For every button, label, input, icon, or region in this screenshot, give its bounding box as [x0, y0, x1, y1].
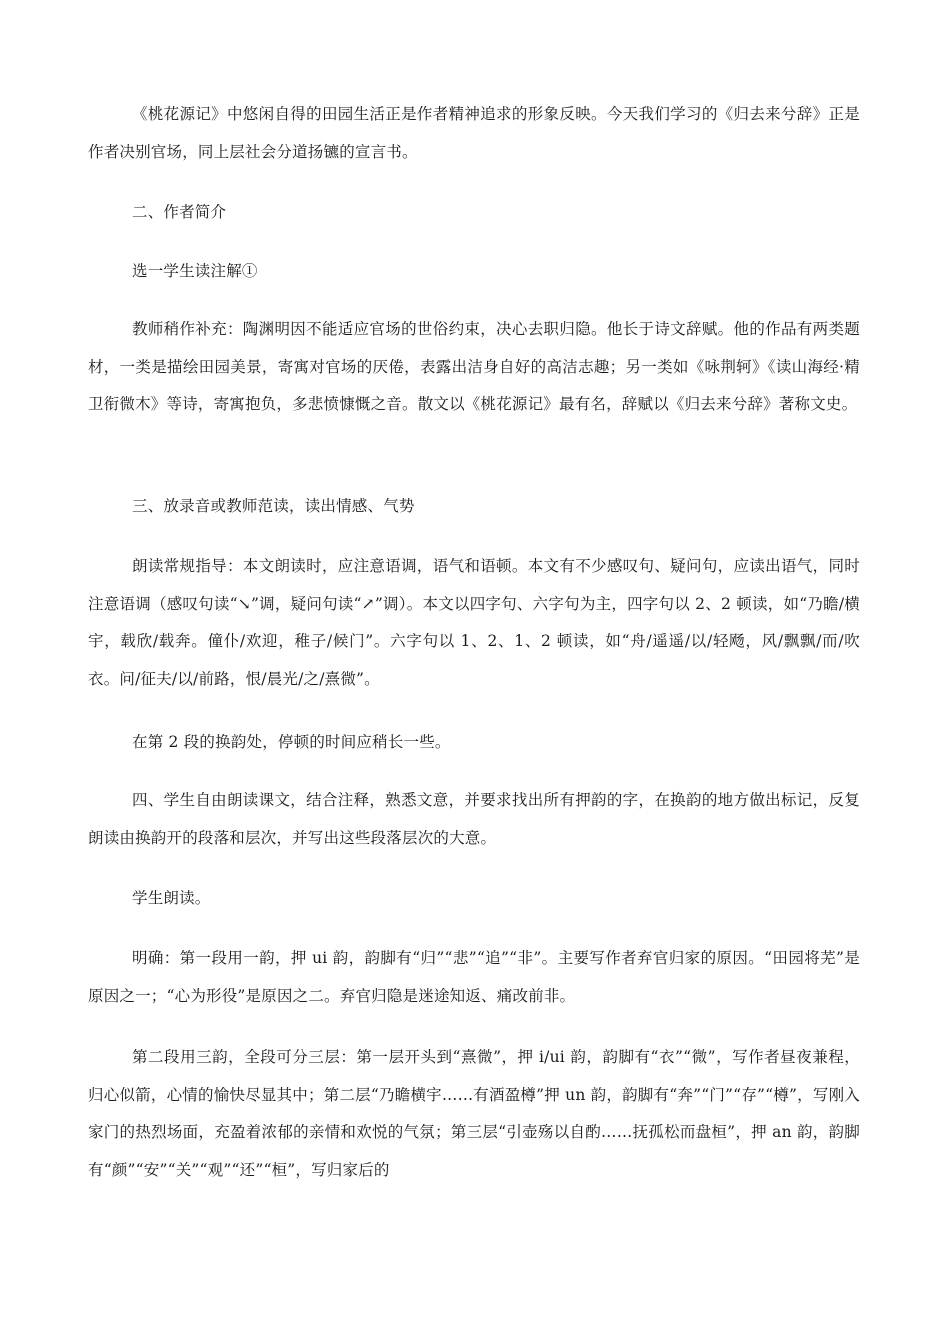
- heading-reading: 三、放录音或教师范读，读出情感、气势: [132, 497, 415, 515]
- paragraph-students-read: 学生朗读。: [132, 889, 211, 907]
- paragraph-answer-2: 第二段用三韵，全段可分三层：第一层开头到“熹微”，押 i/ui 韵，韵脚有“衣”“微”，写作者昼夜兼程，归心似箭，心情的愉快尽显其中；第二层“乃瞻横宇……有酒盈樽”押 un 韵，韵脚有“奔”“门”“存”“樽”，写刚入家门的热烈场面，充盈着浓郁的亲情和欢悦的气氛；第三层“引壶殇以自酌……抚孤松而盘桓”，押 an 韵，韵脚有“颜”“安”“关”“观”“还”“桓”，写归家后的: [88, 1048, 860, 1179]
- paragraph-answer-1: 明确：第一段用一韵，押 ui 韵，韵脚有“归”“悲”“追”“非”。主要写作者弃官归家的原因。“田园将芜”是原因之一；“心为形役”是原因之二。弃官归隐是迷途知返、痛改前非。: [88, 949, 860, 1005]
- paragraph-intro: 《桃花源记》中悠闲自得的田园生活正是作者精神追求的形象反映。今天我们学习的《归去来兮辞》正是作者决别官场，同上层社会分道扬镳的宣言书。: [88, 105, 860, 161]
- paragraph-teacher-note: 教师稍作补充：陶渊明因不能适应官场的世俗约束，决心去职归隐。他长于诗文辞赋。他的作品有两类题材，一类是描绘田园美景，寄寓对官场的厌倦，表露出洁身自好的高洁志趣；另一类如《咏荆轲》《读山海经·精卫衔微木》等诗，寄寓抱负，多悲愤慷慨之音。散文以《桃花源记》最有名，辞赋以《归去来兮辞》著称文史。: [88, 320, 860, 413]
- paragraph-reading-guide: 朗读常规指导：本文朗读时，应注意语调，语气和语顿。本文有不少感叹句、疑问句，应读出语气，同时注意语调（感叹句读“↘”调，疑问句读“↗”调）。本文以四字句、六字句为主，四字句以 2、2 顿读，如“乃瞻/横宇，载欣/载奔。僮仆/欢迎，稚子/候门”。六字句以 1、2、1、2 顿读，如“舟/遥遥/以/轻飏，风/飘飘/而/吹衣。问/征夫/以/前路，恨/晨光/之/熹微”。: [88, 557, 860, 688]
- heading-free-reading: 四、学生自由朗读课文，结合注释，熟悉文意，并要求找出所有押韵的字，在换韵的地方做出标记，反复朗读由换韵开的段落和层次，并写出这些段落层次的大意。: [88, 791, 860, 847]
- heading-author-intro: 二、作者简介: [132, 203, 227, 221]
- paragraph-pause-note: 在第 2 段的换韵处，停顿的时间应稍长一些。: [132, 733, 451, 751]
- paragraph-read-note: 选一学生读注解①: [132, 262, 258, 280]
